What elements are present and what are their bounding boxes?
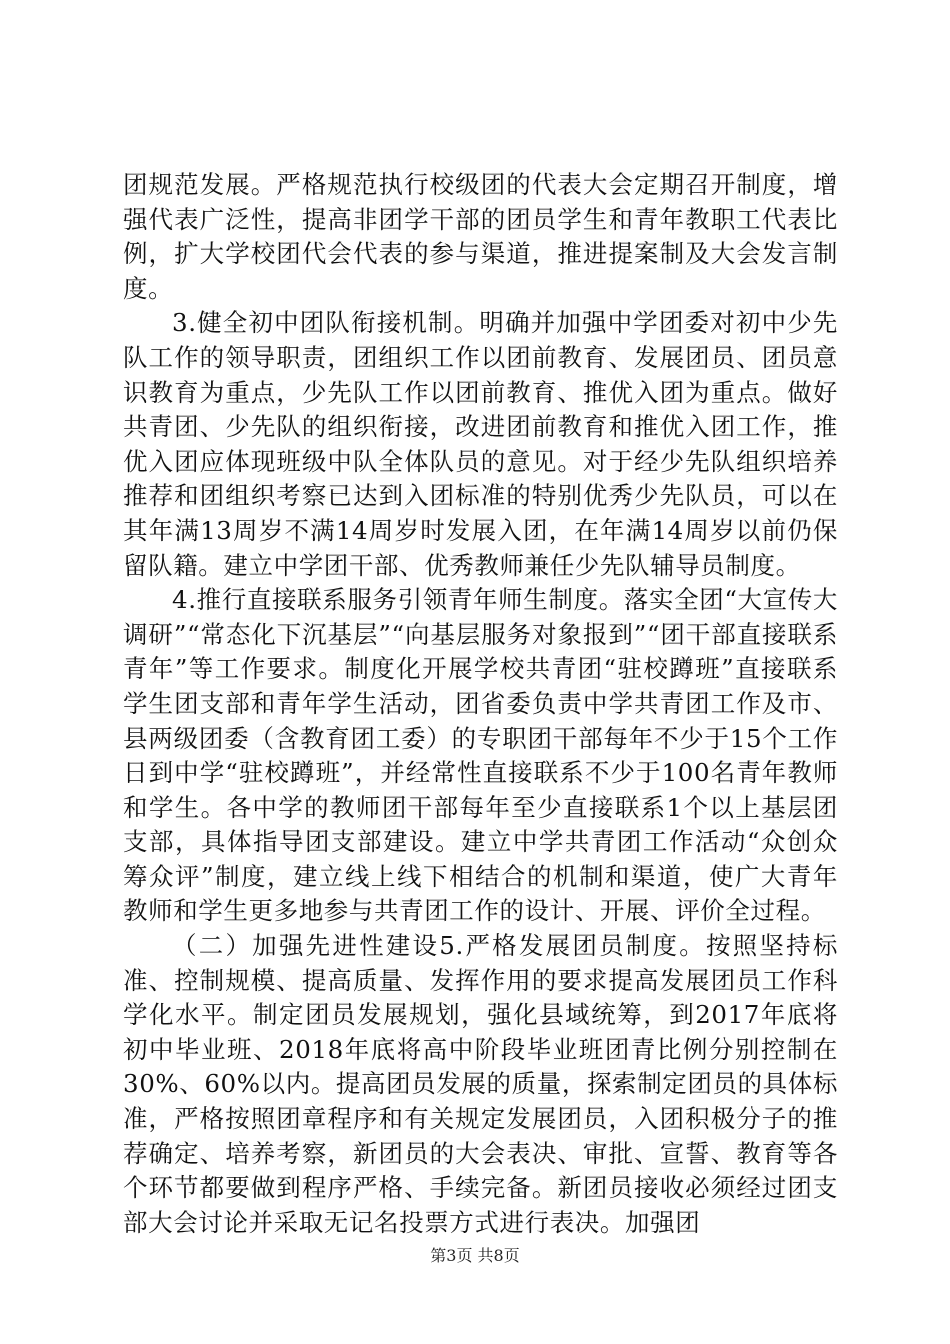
page-footer: 第3页 共8页 bbox=[430, 1246, 520, 1265]
paragraph-section-2: （二）加强先进性建设5.严格发展团员制度。按照坚持标准、控制规模、提高质量、发挥作用的要求提高发展团员工作科学化水平。制定团员发展规划，强化县域统筹，到2017年底将初中毕业班、2018年底将高中阶段毕业班团青比例分别控制在30%、60%以内。提高团员发展的质量，探索制定团员的具体标准，严格按照团章程序和有关规定发展团员，入团积极分子的推荐确定、培养考察，新团员的大会表决、审批、宣誓、教育等各个环节都要做到程序严格、手续完备。新团员接收必须经过团支部大会讨论并采取无记名投票方式进行表决。加强团 bbox=[123, 931, 838, 1237]
paragraph-item-3: 3.健全初中团队衔接机制。明确并加强中学团委对初中少先队工作的领导职责，团组织工作以团前教育、发展团员、团员意识教育为重点，少先队工作以团前教育、推优入团为重点。做好共青团、少先队的组织衔接，改进团前教育和推优入团工作，推优入团应体现班级中队全体队员的意见。对于经少先队组织培养推荐和团组织考察已达到入团标准的特别优秀少先队员，可以在其年满13周岁不满14周岁时发展入团，在年满14周岁以前仍保留队籍。建立中学团干部、优秀教师兼任少先队辅导员制度。 bbox=[123, 308, 838, 580]
paragraph-continuation: 团规范发展。严格规范执行校级团的代表大会定期召开制度，增强代表广泛性，提高非团学干部的团员学生和青年教职工代表比例，扩大学校团代会代表的参与渠道，推进提案制及大会发言制度。 bbox=[123, 170, 838, 303]
document-body bbox=[123, 168, 838, 1240]
paragraph-item-4: 4.推行直接联系服务引领青年师生制度。落实全团“大宣传大调研”“常态化下沉基层”“向基层服务对象报到”“团干部直接联系青年”等工作要求。制度化开展学校共青团“驻校蹲班”直接联系学生团支部和青年学生活动，团省委负责中学共青团工作及市、县两级团委（含教育团工委）的专职团干部每年不少于15个工作日到中学“驻校蹲班”，并经常性直接联系不少于100名青年教师和学生。各中学的教师团干部每年至少直接联系1个以上基层团支部，具体指导团支部建设。建立中学共青团工作活动“众创众筹众评”制度，建立线上线下相结合的机制和渠道，使广大青年教师和学生更多地参与共青团工作的设计、开展、评价全过程。 bbox=[123, 585, 838, 926]
